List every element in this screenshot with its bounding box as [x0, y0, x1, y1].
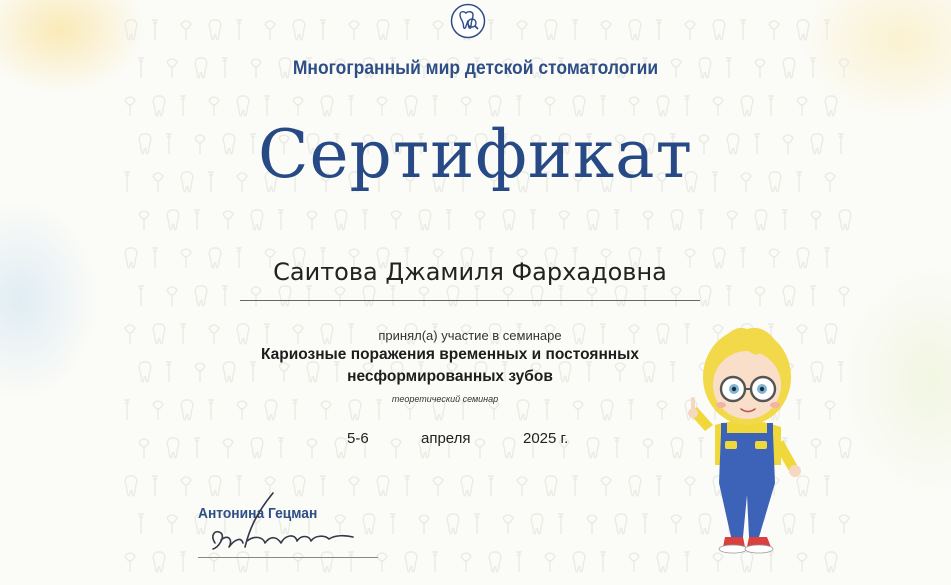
pattern-tooth-doodle — [152, 476, 158, 496]
pattern-tooth-doodle — [825, 96, 837, 116]
pattern-tooth-doodle — [237, 401, 247, 420]
pattern-tooth-doodle — [208, 400, 214, 420]
pattern-tooth-doodle — [264, 96, 270, 116]
pattern-tooth-doodle — [320, 20, 326, 40]
pattern-tooth-doodle — [167, 287, 177, 306]
pattern-tooth-doodle — [629, 20, 641, 40]
pattern-tooth-doodle — [615, 286, 627, 306]
pattern-tooth-doodle — [153, 96, 165, 116]
pattern-tooth-doodle — [307, 211, 317, 230]
pattern-tooth-doodle — [713, 248, 725, 268]
pattern-tooth-doodle — [726, 286, 732, 306]
pattern-tooth-doodle — [265, 21, 275, 40]
pattern-tooth-doodle — [335, 287, 345, 306]
pattern-tooth-doodle — [601, 21, 611, 40]
pattern-tooth-doodle — [545, 97, 555, 116]
seminar-title — [220, 344, 680, 388]
pattern-tooth-doodle — [503, 210, 515, 230]
pattern-tooth-doodle — [278, 438, 284, 458]
pattern-tooth-doodle — [657, 96, 669, 116]
pattern-tooth-doodle — [167, 210, 179, 230]
pattern-tooth-doodle — [433, 477, 443, 496]
pattern-tooth-doodle — [152, 20, 158, 40]
pattern-tooth-doodle — [461, 476, 473, 496]
pattern-tooth-doodle — [251, 287, 261, 306]
pattern-tooth-doodle — [698, 210, 704, 230]
pattern-tooth-doodle — [824, 476, 830, 496]
pattern-tooth-doodle — [810, 514, 816, 534]
pattern-tooth-doodle — [139, 439, 149, 458]
pattern-tooth-doodle — [741, 96, 753, 116]
pattern-tooth-doodle — [167, 515, 177, 534]
pattern-tooth-doodle — [153, 324, 165, 344]
pattern-tooth-doodle — [293, 97, 303, 116]
pattern-tooth-doodle — [628, 400, 634, 420]
pattern-tooth-doodle — [740, 248, 746, 268]
pattern-tooth-doodle — [180, 324, 186, 344]
pattern-tooth-doodle — [209, 248, 221, 268]
signature-line — [198, 557, 378, 558]
pattern-tooth-doodle — [251, 210, 263, 230]
pattern-tooth-doodle — [139, 362, 151, 382]
pattern-tooth-doodle — [629, 476, 641, 496]
pattern-tooth-doodle — [278, 210, 284, 230]
pattern-tooth-doodle — [559, 211, 569, 230]
participation-text: принял(а) участие в семинаре — [378, 328, 562, 343]
pattern-tooth-doodle — [699, 286, 711, 306]
pattern-tooth-doodle — [125, 553, 135, 572]
pattern-tooth-doodle — [783, 286, 795, 306]
pattern-tooth-doodle — [642, 286, 648, 306]
pattern-tooth-doodle — [195, 363, 205, 382]
seminar-type: теоретический семинар — [391, 394, 499, 404]
pattern-tooth-doodle — [587, 515, 597, 534]
pattern-tooth-doodle — [474, 514, 480, 534]
pattern-tooth-doodle — [838, 362, 844, 382]
pattern-tooth-doodle — [530, 210, 536, 230]
pattern-tooth-doodle — [573, 552, 585, 572]
pattern-tooth-doodle — [727, 211, 737, 230]
pattern-tooth-doodle — [572, 476, 578, 496]
cartoon-girl-with-glasses — [685, 315, 810, 560]
pattern-tooth-doodle — [138, 286, 144, 306]
pattern-tooth-doodle — [292, 400, 298, 420]
certificate-title: Сертификат — [257, 116, 694, 193]
pattern-tooth-doodle — [264, 324, 270, 344]
pattern-tooth-doodle — [810, 286, 816, 306]
pattern-tooth-doodle — [335, 210, 347, 230]
pattern-tooth-doodle — [839, 287, 849, 306]
pattern-tooth-doodle — [516, 552, 522, 572]
pattern-tooth-doodle — [614, 438, 620, 458]
pattern-tooth-doodle — [181, 21, 191, 40]
pattern-tooth-doodle — [405, 96, 417, 116]
pattern-tooth-doodle — [349, 21, 359, 40]
pattern-tooth-doodle — [138, 514, 144, 534]
pattern-tooth-doodle — [391, 211, 401, 230]
pattern-tooth-doodle — [517, 477, 527, 496]
pattern-tooth-doodle — [587, 210, 599, 230]
pattern-tooth-doodle — [321, 96, 333, 116]
pattern-tooth-doodle — [307, 439, 317, 458]
pattern-tooth-doodle — [558, 286, 564, 306]
pattern-tooth-doodle — [125, 248, 137, 268]
seminar-title-line-1: Кариозные поражения временных и постоянных — [260, 346, 640, 363]
pattern-tooth-doodle — [489, 552, 501, 572]
pattern-tooth-doodle — [545, 20, 557, 40]
pattern-tooth-doodle — [194, 210, 200, 230]
pattern-tooth-doodle — [755, 210, 767, 230]
recipient-name: Саитова Джамиля Фархадовна — [273, 258, 667, 286]
pattern-tooth-doodle — [671, 515, 681, 534]
pattern-tooth-doodle — [419, 210, 431, 230]
pattern-tooth-doodle — [587, 438, 599, 458]
pattern-tooth-doodle — [489, 96, 501, 116]
pattern-tooth-doodle — [363, 286, 375, 306]
pattern-tooth-doodle — [404, 20, 410, 40]
pattern-tooth-doodle — [391, 439, 401, 458]
pattern-tooth-doodle — [125, 476, 137, 496]
pattern-tooth-doodle — [223, 211, 233, 230]
pattern-tooth-doodle — [657, 552, 669, 572]
pattern-tooth-doodle — [390, 514, 396, 534]
pattern-tooth-doodle — [614, 210, 620, 230]
pattern-tooth-doodle — [517, 21, 527, 40]
pattern-tooth-doodle — [643, 439, 653, 458]
pattern-tooth-doodle — [811, 211, 821, 230]
pattern-tooth-doodle — [488, 20, 494, 40]
pattern-tooth-doodle — [419, 287, 429, 306]
pattern-tooth-doodle — [713, 20, 725, 40]
pattern-tooth-doodle — [432, 552, 438, 572]
pattern-tooth-doodle — [768, 96, 774, 116]
pattern-tooth-doodle — [825, 401, 835, 420]
pattern-tooth-doodle — [531, 514, 543, 534]
pattern-tooth-doodle — [152, 248, 158, 268]
pattern-tooth-doodle — [769, 21, 779, 40]
pattern-tooth-doodle — [797, 97, 807, 116]
pattern-tooth-doodle — [558, 514, 564, 534]
pattern-tooth-doodle — [545, 476, 557, 496]
pattern-tooth-doodle — [685, 21, 695, 40]
pattern-tooth-doodle — [167, 438, 179, 458]
pattern-tooth-doodle — [671, 287, 681, 306]
pattern-tooth-doodle — [474, 286, 480, 306]
pattern-tooth-doodle — [825, 324, 837, 344]
pattern-tooth-doodle — [432, 96, 438, 116]
pattern-tooth-doodle — [671, 438, 683, 458]
pattern-tooth-doodle — [797, 20, 809, 40]
pattern-tooth-doodle — [223, 439, 233, 458]
pattern-tooth-doodle — [335, 438, 347, 458]
pattern-tooth-doodle — [124, 400, 130, 420]
pattern-tooth-doodle — [251, 438, 263, 458]
organization-name: Многогранный мир детской стоматологии — [292, 58, 659, 79]
pattern-tooth-doodle — [516, 96, 522, 116]
pattern-tooth-doodle — [629, 553, 639, 572]
pattern-tooth-doodle — [447, 514, 459, 534]
pattern-tooth-doodle — [684, 96, 690, 116]
pattern-tooth-doodle — [125, 325, 135, 344]
date-days: 5-6 — [347, 430, 369, 447]
signatory-name: Антонина Гецман — [198, 505, 318, 522]
pattern-tooth-doodle — [573, 401, 583, 420]
pattern-tooth-doodle — [181, 249, 191, 268]
recipient-underline — [240, 300, 700, 301]
pattern-tooth-doodle — [475, 211, 485, 230]
pattern-tooth-doodle — [419, 515, 429, 534]
date-month: апреля — [421, 430, 471, 447]
pattern-tooth-doodle — [839, 210, 851, 230]
pattern-tooth-doodle — [755, 287, 765, 306]
seminar-title-line-2: несформированных зубов — [347, 368, 553, 385]
pattern-tooth-doodle — [657, 324, 669, 344]
pattern-tooth-doodle — [306, 286, 312, 306]
pattern-tooth-doodle — [461, 553, 471, 572]
tooth-magnifier-icon — [449, 3, 487, 39]
pattern-tooth-doodle — [656, 20, 662, 40]
pattern-tooth-doodle — [587, 287, 597, 306]
pattern-tooth-doodle — [811, 439, 821, 458]
pattern-tooth-doodle — [811, 362, 823, 382]
pattern-tooth-doodle — [601, 400, 613, 420]
pattern-tooth-doodle — [405, 552, 417, 572]
pattern-tooth-doodle — [125, 20, 137, 40]
pattern-tooth-doodle — [615, 514, 627, 534]
pattern-tooth-doodle — [643, 211, 653, 230]
pattern-tooth-doodle — [237, 96, 249, 116]
pattern-tooth-doodle — [600, 552, 606, 572]
pattern-tooth-doodle — [461, 97, 471, 116]
pattern-tooth-doodle — [209, 97, 219, 116]
pattern-tooth-doodle — [839, 438, 851, 458]
pattern-tooth-doodle — [181, 400, 193, 420]
pattern-tooth-doodle — [447, 286, 459, 306]
pattern-tooth-doodle — [782, 210, 788, 230]
pattern-tooth-doodle — [237, 324, 249, 344]
date-year: 2025 г. — [523, 430, 569, 447]
pattern-tooth-doodle — [573, 96, 585, 116]
pattern-tooth-doodle — [769, 249, 779, 268]
pattern-tooth-doodle — [279, 286, 291, 306]
pattern-tooth-doodle — [166, 362, 172, 382]
pattern-tooth-doodle — [572, 20, 578, 40]
pattern-tooth-doodle — [153, 401, 163, 420]
pattern-tooth-doodle — [503, 438, 515, 458]
pattern-tooth-doodle — [195, 286, 207, 306]
pattern-tooth-doodle — [531, 286, 543, 306]
pattern-tooth-doodle — [503, 515, 513, 534]
pattern-tooth-doodle — [839, 515, 849, 534]
pattern-tooth-doodle — [404, 476, 410, 496]
pattern-tooth-doodle — [348, 96, 354, 116]
pattern-tooth-doodle — [740, 20, 746, 40]
pattern-tooth-doodle — [642, 514, 648, 534]
pattern-tooth-doodle — [125, 97, 135, 116]
pattern-tooth-doodle — [657, 401, 667, 420]
pattern-tooth-doodle — [824, 248, 830, 268]
pattern-tooth-doodle — [139, 211, 149, 230]
pattern-tooth-doodle — [362, 210, 368, 230]
pattern-tooth-doodle — [671, 210, 683, 230]
pattern-tooth-doodle — [209, 20, 221, 40]
pattern-tooth-doodle — [153, 552, 165, 572]
pattern-tooth-doodle — [656, 476, 662, 496]
pattern-tooth-doodle — [377, 97, 387, 116]
pattern-tooth-doodle — [236, 20, 242, 40]
pattern-tooth-doodle — [446, 210, 452, 230]
pattern-tooth-doodle — [600, 96, 606, 116]
pattern-tooth-doodle — [797, 248, 809, 268]
pattern-tooth-doodle — [377, 20, 389, 40]
pattern-tooth-doodle — [433, 21, 443, 40]
pattern-tooth-doodle — [825, 552, 837, 572]
pattern-tooth-doodle — [194, 438, 200, 458]
pattern-tooth-doodle — [180, 96, 186, 116]
pattern-tooth-doodle — [545, 553, 555, 572]
pattern-tooth-doodle — [601, 477, 611, 496]
pattern-tooth-doodle — [390, 286, 396, 306]
pattern-tooth-doodle — [503, 287, 513, 306]
pattern-tooth-doodle — [293, 20, 305, 40]
pattern-tooth-doodle — [222, 286, 228, 306]
pattern-tooth-doodle — [209, 325, 219, 344]
pattern-tooth-doodle — [629, 97, 639, 116]
pattern-tooth-doodle — [488, 476, 494, 496]
pattern-tooth-doodle — [265, 400, 277, 420]
pattern-tooth-doodle — [824, 20, 830, 40]
pattern-tooth-doodle — [475, 439, 485, 458]
pattern-tooth-doodle — [713, 97, 723, 116]
